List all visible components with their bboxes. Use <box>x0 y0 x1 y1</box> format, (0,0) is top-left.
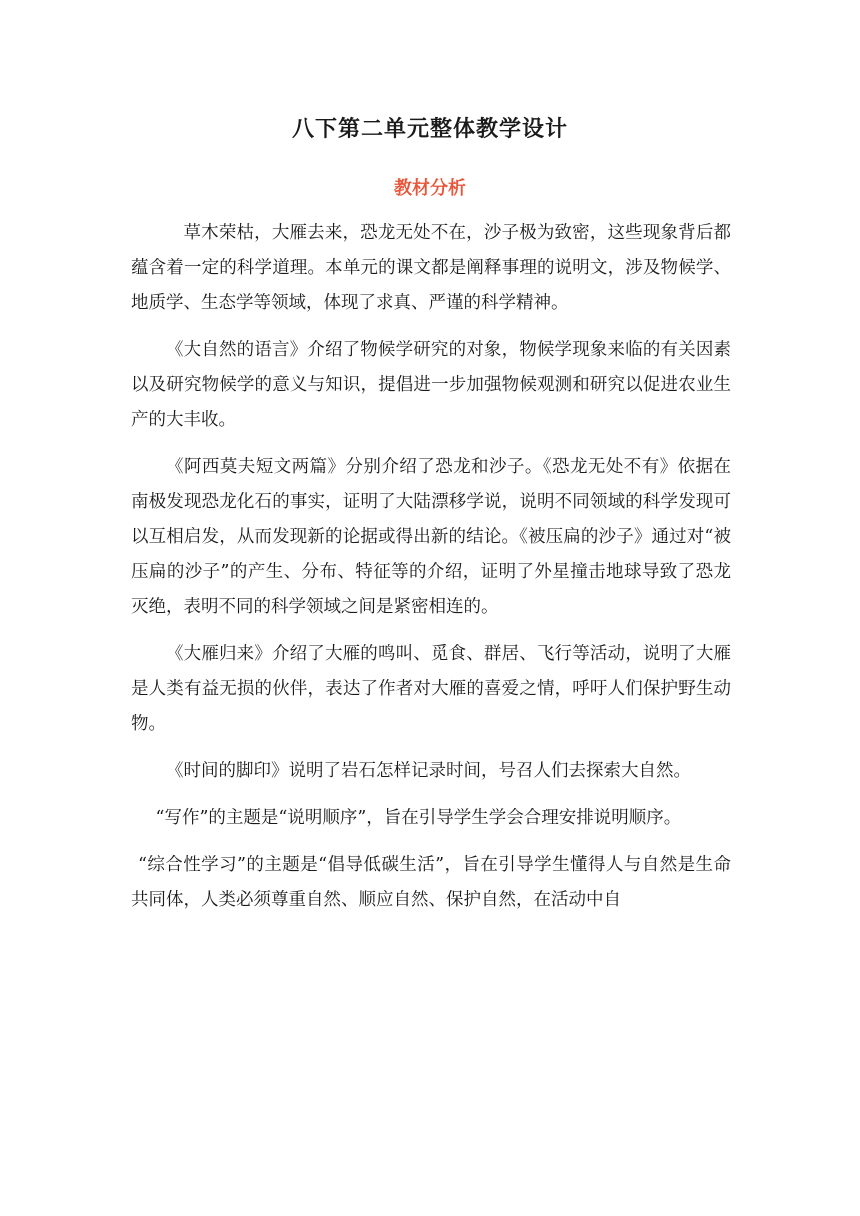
paragraph-intro: 草木荣枯，大雁去来，恐龙无处不在，沙子极为致密，这些现象背后都蕴含着一定的科学道理。本单元的课文都是阐释事理的说明文，涉及物候学、地质学、生态学等领域，体现了求真、严谨的科学精神。 <box>131 223 731 313</box>
section-heading: 教材分析 <box>394 178 466 199</box>
paragraph-writing: “写作”的主题是“说明顺序”，旨在引导学生学会合理安排说明顺序。 <box>155 808 682 828</box>
paragraph-nature-language: 《大自然的语言》介绍了物候学研究的对象，物候学现象来临的有关因素以及研究物候学的意义与知识，提倡进一步加强物候观测和研究以促进农业生产的大丰收。 <box>131 340 731 430</box>
paragraph-time-footprints: 《时间的脚印》说明了岩石怎样记录时间，号召人们去探索大自然。 <box>166 761 691 781</box>
paragraph-comprehensive-learning: “综合性学习”的主题是“倡导低碳生活”，旨在引导学生懂得人与自然是生命共同体，人类必须尊重自然、顺应自然、保护自然，在活动中自 <box>131 855 731 910</box>
paragraph-wild-geese: 《大雁归来》介绍了大雁的鸣叫、觅食、群居、飞行等活动，说明了大雁是人类有益无损的伙伴，表达了作者对大雁的喜爱之情，呼吁人们保护野生动物。 <box>131 644 731 734</box>
document-title: 八下第二单元整体教学设计 <box>291 116 568 142</box>
paragraph-asimov: 《阿西莫夫短文两篇》分别介绍了恐龙和沙子。《恐龙无处不有》依据在南极发现恐龙化石的事实，证明了大陆漂移学说，说明不同领域的科学发现可以互相启发，从而发现新的论据或得出新的结论。《被压扁的沙子》通过对“被压扁的沙子”的产生、分布、特征等的介绍，证明了外星撞击地球导致了恐龙灭绝，表明不同的科学领域之间是紧密相连的。 <box>131 457 731 617</box>
body-text <box>131 216 731 918</box>
